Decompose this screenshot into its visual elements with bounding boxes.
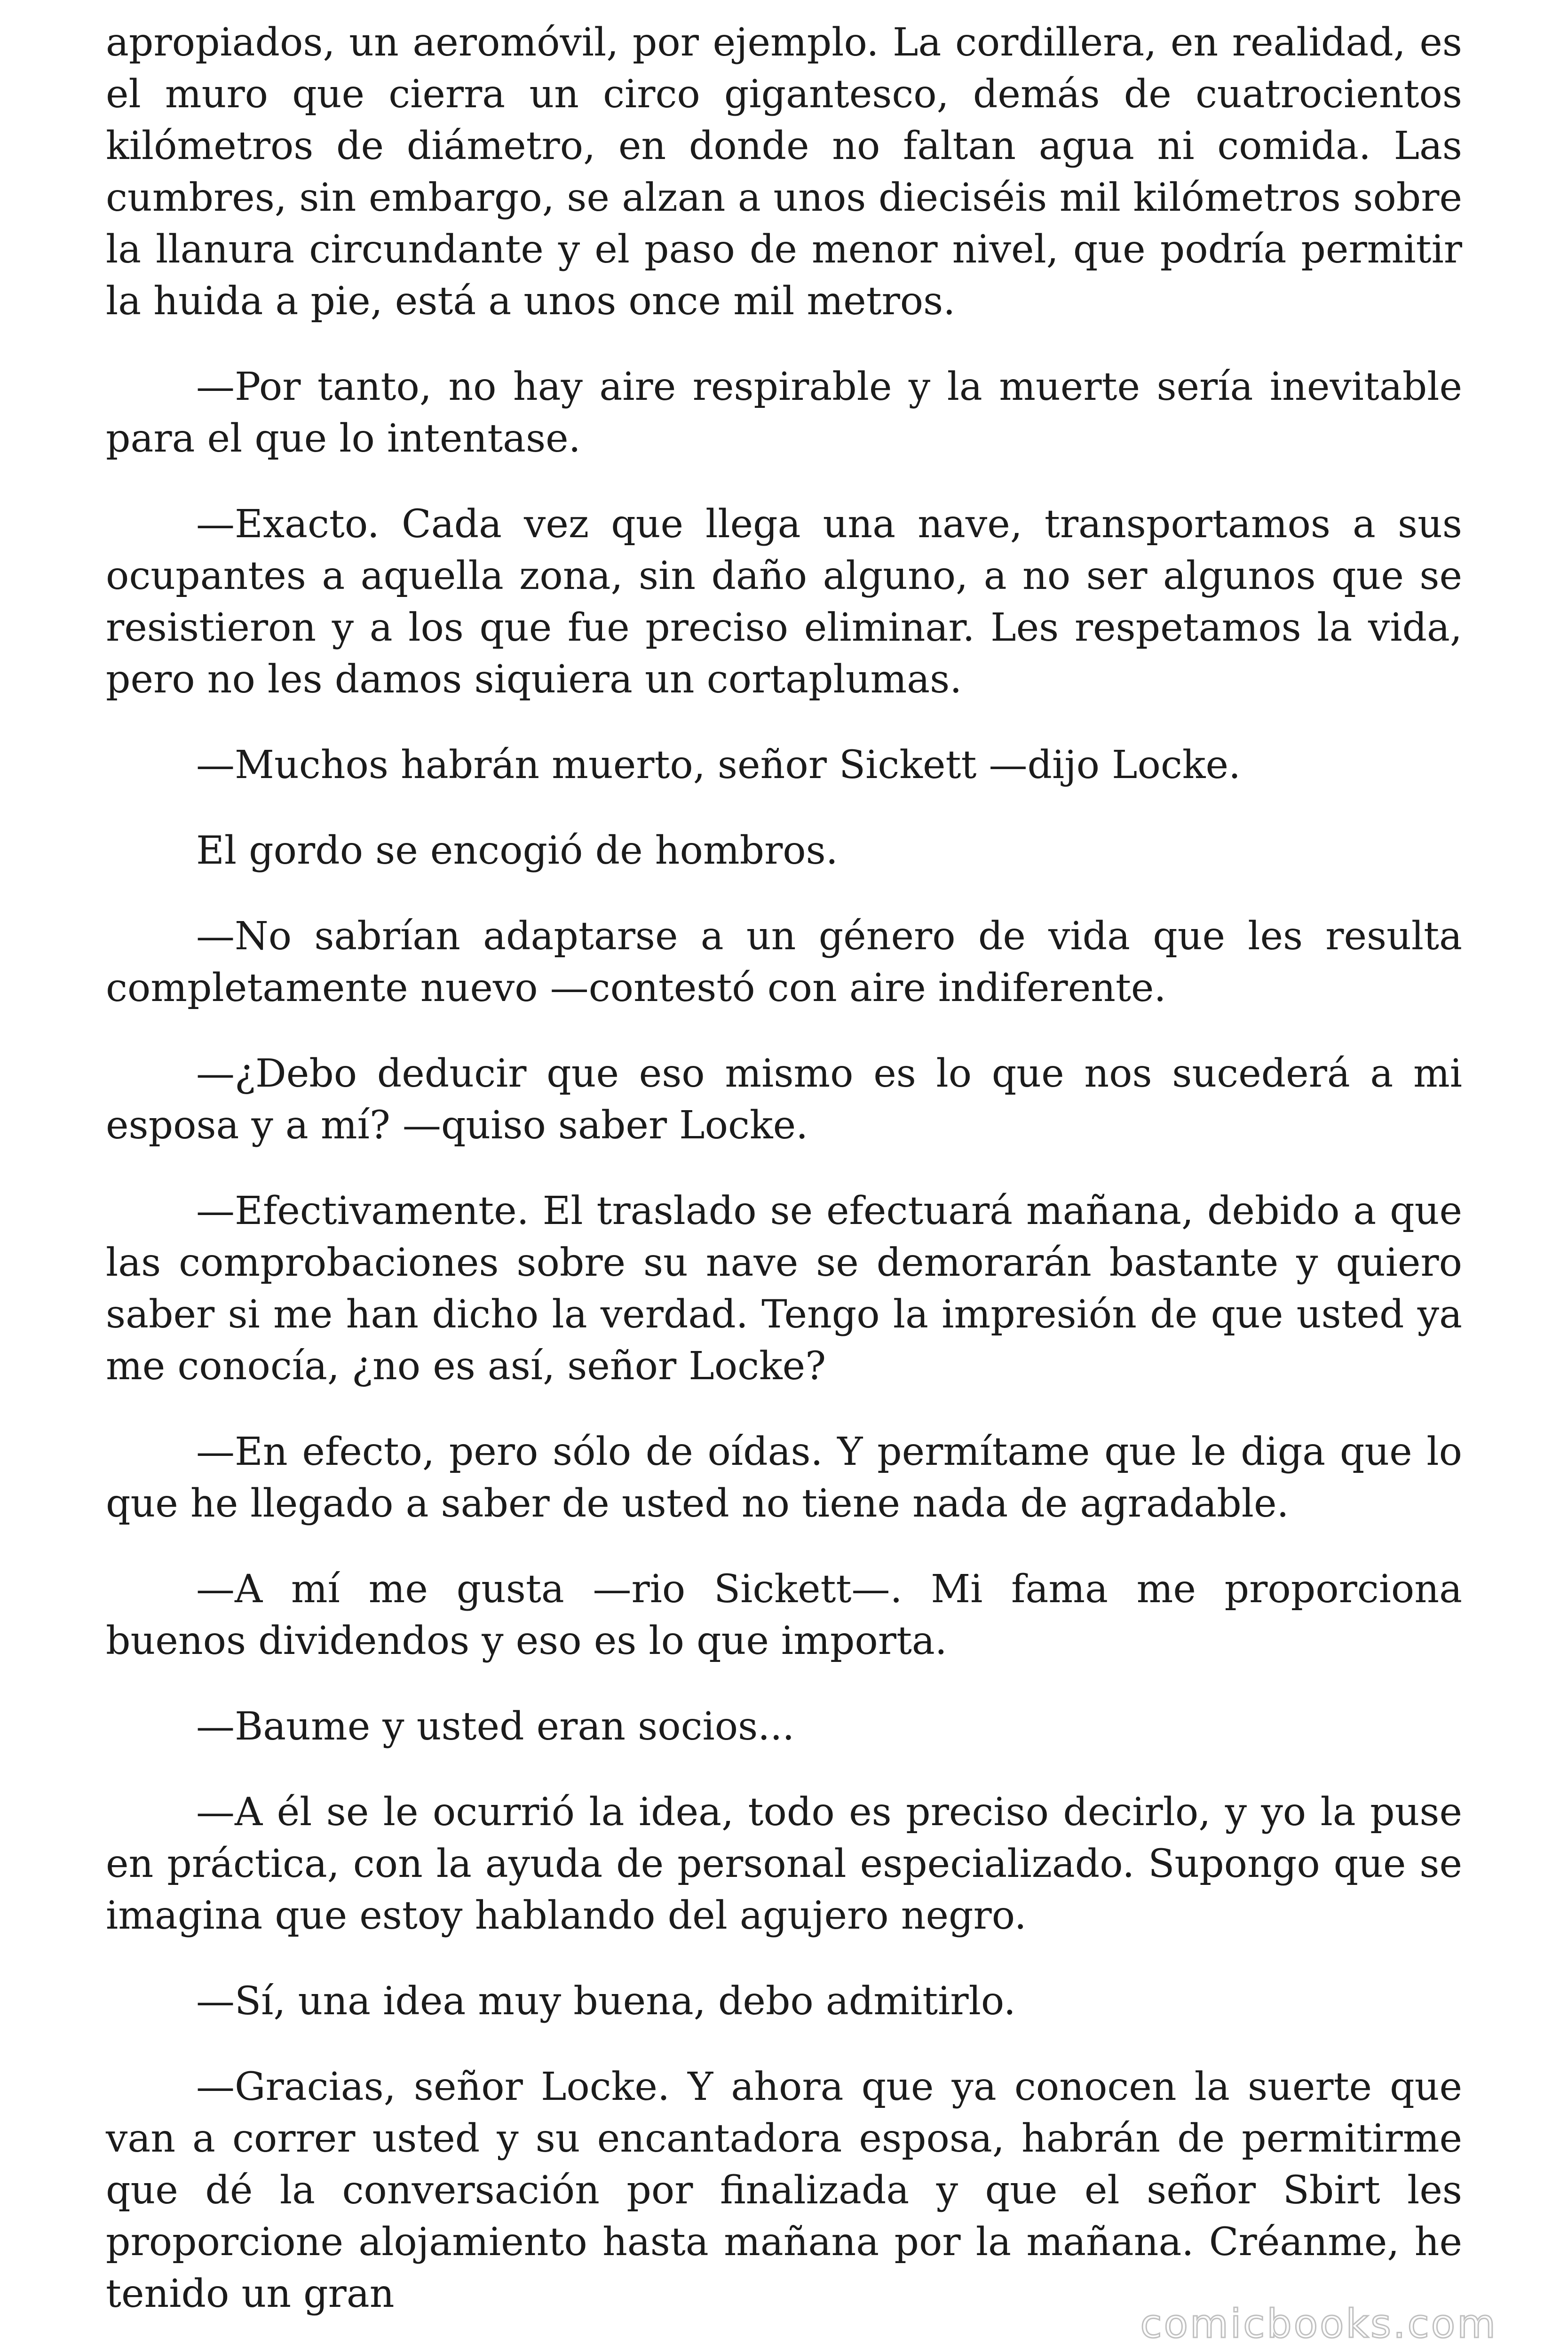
paragraph: —Gracias, señor Locke. Y ahora que ya conocen la suerte que van a correr usted y su encantadora esposa, habrán de permitirme que dé la conversación por finalizada y que el señor Sbirt les proporcione alojamiento hasta mañana por la mañana. Créanme, he tenido un gran — [106, 2065, 1462, 2316]
paragraph: —Muchos habrán muerto, señor Sickett —dijo Locke. — [196, 743, 1241, 787]
paragraph: apropiados, un aeromóvil, por ejemplo. La cordillera, en realidad, es el muro que cierra un circo gigantesco, demás de cuatrocientos kilómetros de diámetro, en donde no faltan agua ni comida. Las cumbres, sin embargo, se alzan a unos dieciséis mil kilómetros sobre la llanura circundante y el paso de menor nivel, que podría permitir la huida a pie, está a unos once mil metros. — [106, 20, 1462, 324]
paragraph: —Baume y usted eran socios... — [196, 1704, 795, 1749]
paragraph: —A él se le ocurrió la idea, todo es preciso decirlo, y yo la puse en práctica, con la ayuda de personal especializado. Supongo que se imagina que estoy hablando del agujero negro. — [106, 1790, 1462, 1938]
paragraph: —Por tanto, no hay aire respirable y la muerte sería inevitable para el que lo intentase. — [106, 365, 1462, 461]
paragraph: —No sabrían adaptarse a un género de vida que les resulta completamente nuevo —contestó con aire indiferente. — [106, 914, 1462, 1010]
paragraph: —En efecto, pero sólo de oídas. Y permítame que le diga que lo que he llegado a saber de usted no tiene nada de agradable. — [106, 1430, 1462, 1526]
paragraph: —Sí, una idea muy buena, debo admitirlo. — [196, 1979, 1016, 2024]
paragraph: El gordo se encogió de hombros. — [196, 828, 838, 873]
document-page — [106, 17, 1462, 2320]
paragraph: —A mí me gusta —rio Sickett—. Mi fama me proporciona buenos dividendos y eso es lo que importa. — [106, 1567, 1462, 1663]
paragraph: —Exacto. Cada vez que llega una nave, transportamos a sus ocupantes a aquella zona, sin daño alguno, a no ser algunos que se resistieron y a los que fue preciso eliminar. Les respetamos la vida, pero no les damos siquiera un cortaplumas. — [106, 502, 1462, 702]
paragraph: —¿Debo deducir que eso mismo es lo que nos sucederá a mi esposa y a mí? —quiso saber Locke. — [106, 1051, 1462, 1148]
watermark-text: comicbooks.com — [1140, 2301, 1497, 2347]
paragraph: —Efectivamente. El traslado se efectuará mañana, debido a que las comprobaciones sobre su nave se demorarán bastante y quiero saber si me han dicho la verdad. Tengo la impresión de que usted ya me conocía, ¿no es así, señor Locke? — [106, 1189, 1462, 1389]
